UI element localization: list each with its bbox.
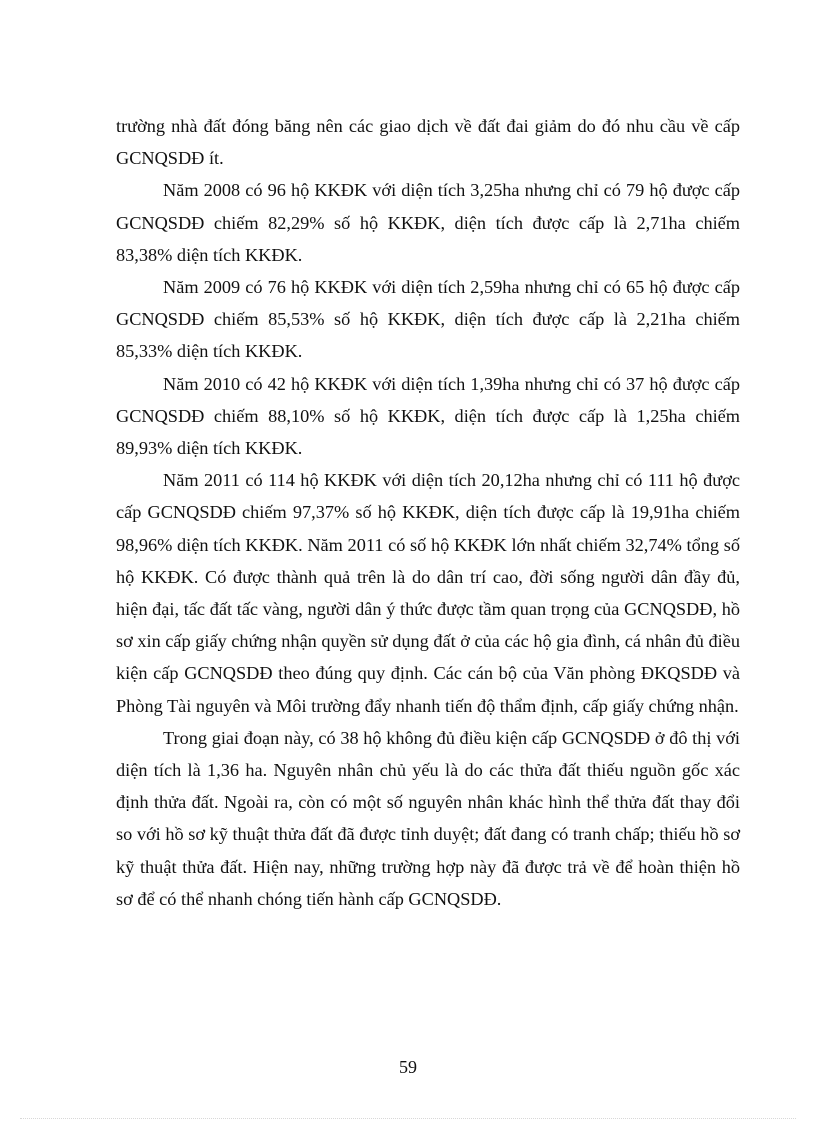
document-body xyxy=(116,110,740,915)
paragraph-2008: Năm 2008 có 96 hộ KKĐK với diện tích 3,25ha nhưng chỉ có 79 hộ được cấp GCNQSDĐ chiếm 82,29% số hộ KKĐK, diện tích được cấp là 2,71ha chiếm 83,38% diện tích KKĐK. xyxy=(116,180,740,265)
page-number: 59 xyxy=(399,1057,417,1077)
paragraph-2010: Năm 2010 có 42 hộ KKĐK với diện tích 1,39ha nhưng chỉ có 37 hộ được cấp GCNQSDĐ chiếm 88,10% số hộ KKĐK, diện tích được cấp là 1,25ha chiếm 89,93% diện tích KKĐK. xyxy=(116,373,740,459)
paragraph-ineligible: Trong giai đoạn này, có 38 hộ không đủ điều kiện cấp GCNQSDĐ ở đô thị với diện tích là 1,36 ha. Nguyên nhân chủ yếu là do các thửa đất thiếu nguồn gốc xác định thửa đất. Ngoài ra, còn có một số nguyên nhân khác hình thể thửa đất thay đổi so với hồ sơ kỹ thuật thửa đất đã được tỉnh duyệt; đất đang có tranh chấp; thiếu hồ sơ kỹ thuật thửa đất. Hiện nay, những trường hợp này đã được trả về để hoàn thiện hồ sơ để có thể nhanh chóng tiến hành cấp GCNQSDĐ. xyxy=(116,727,740,909)
paragraph-continuation: trường nhà đất đóng băng nên các giao dịch về đất đai giảm do đó nhu cầu về cấp GCNQSDĐ ít. xyxy=(116,116,740,169)
paragraph-2011: Năm 2011 có 114 hộ KKĐK với diện tích 20,12ha nhưng chỉ có 111 hộ được cấp GCNQSDĐ chiếm 97,37% số hộ KKĐK, diện tích được cấp là 19,91ha chiếm 98,96% diện tích KKĐK. Năm 2011 có số hộ KKĐK lớn nhất chiếm 32,74% tổng số hộ KKĐK. Có được thành quả trên là do dân trí cao, đời sống người dân đầy đủ, hiện đại, tấc đất tấc vàng, người dân ý thức được tầm quan trọng của GCNQSDĐ, hồ sơ xin cấp giấy chứng nhận quyền sử dụng đất ở của các hộ gia đình, cá nhân đủ điều kiện cấp GCNQSDĐ theo đúng quy định. Các cán bộ của Văn phòng ĐKQSDĐ và Phòng Tài nguyên và Môi trường đẩy nhanh tiến độ thẩm định, cấp giấy chứng nhận. xyxy=(116,470,740,716)
page-bottom-divider xyxy=(20,1118,796,1119)
paragraph-2009: Năm 2009 có 76 hộ KKĐK với diện tích 2,59ha nhưng chỉ có 65 hộ được cấp GCNQSDĐ chiếm 85,53% số hộ KKĐK, diện tích được cấp là 2,21ha chiếm 85,33% diện tích KKĐK. xyxy=(116,277,740,362)
